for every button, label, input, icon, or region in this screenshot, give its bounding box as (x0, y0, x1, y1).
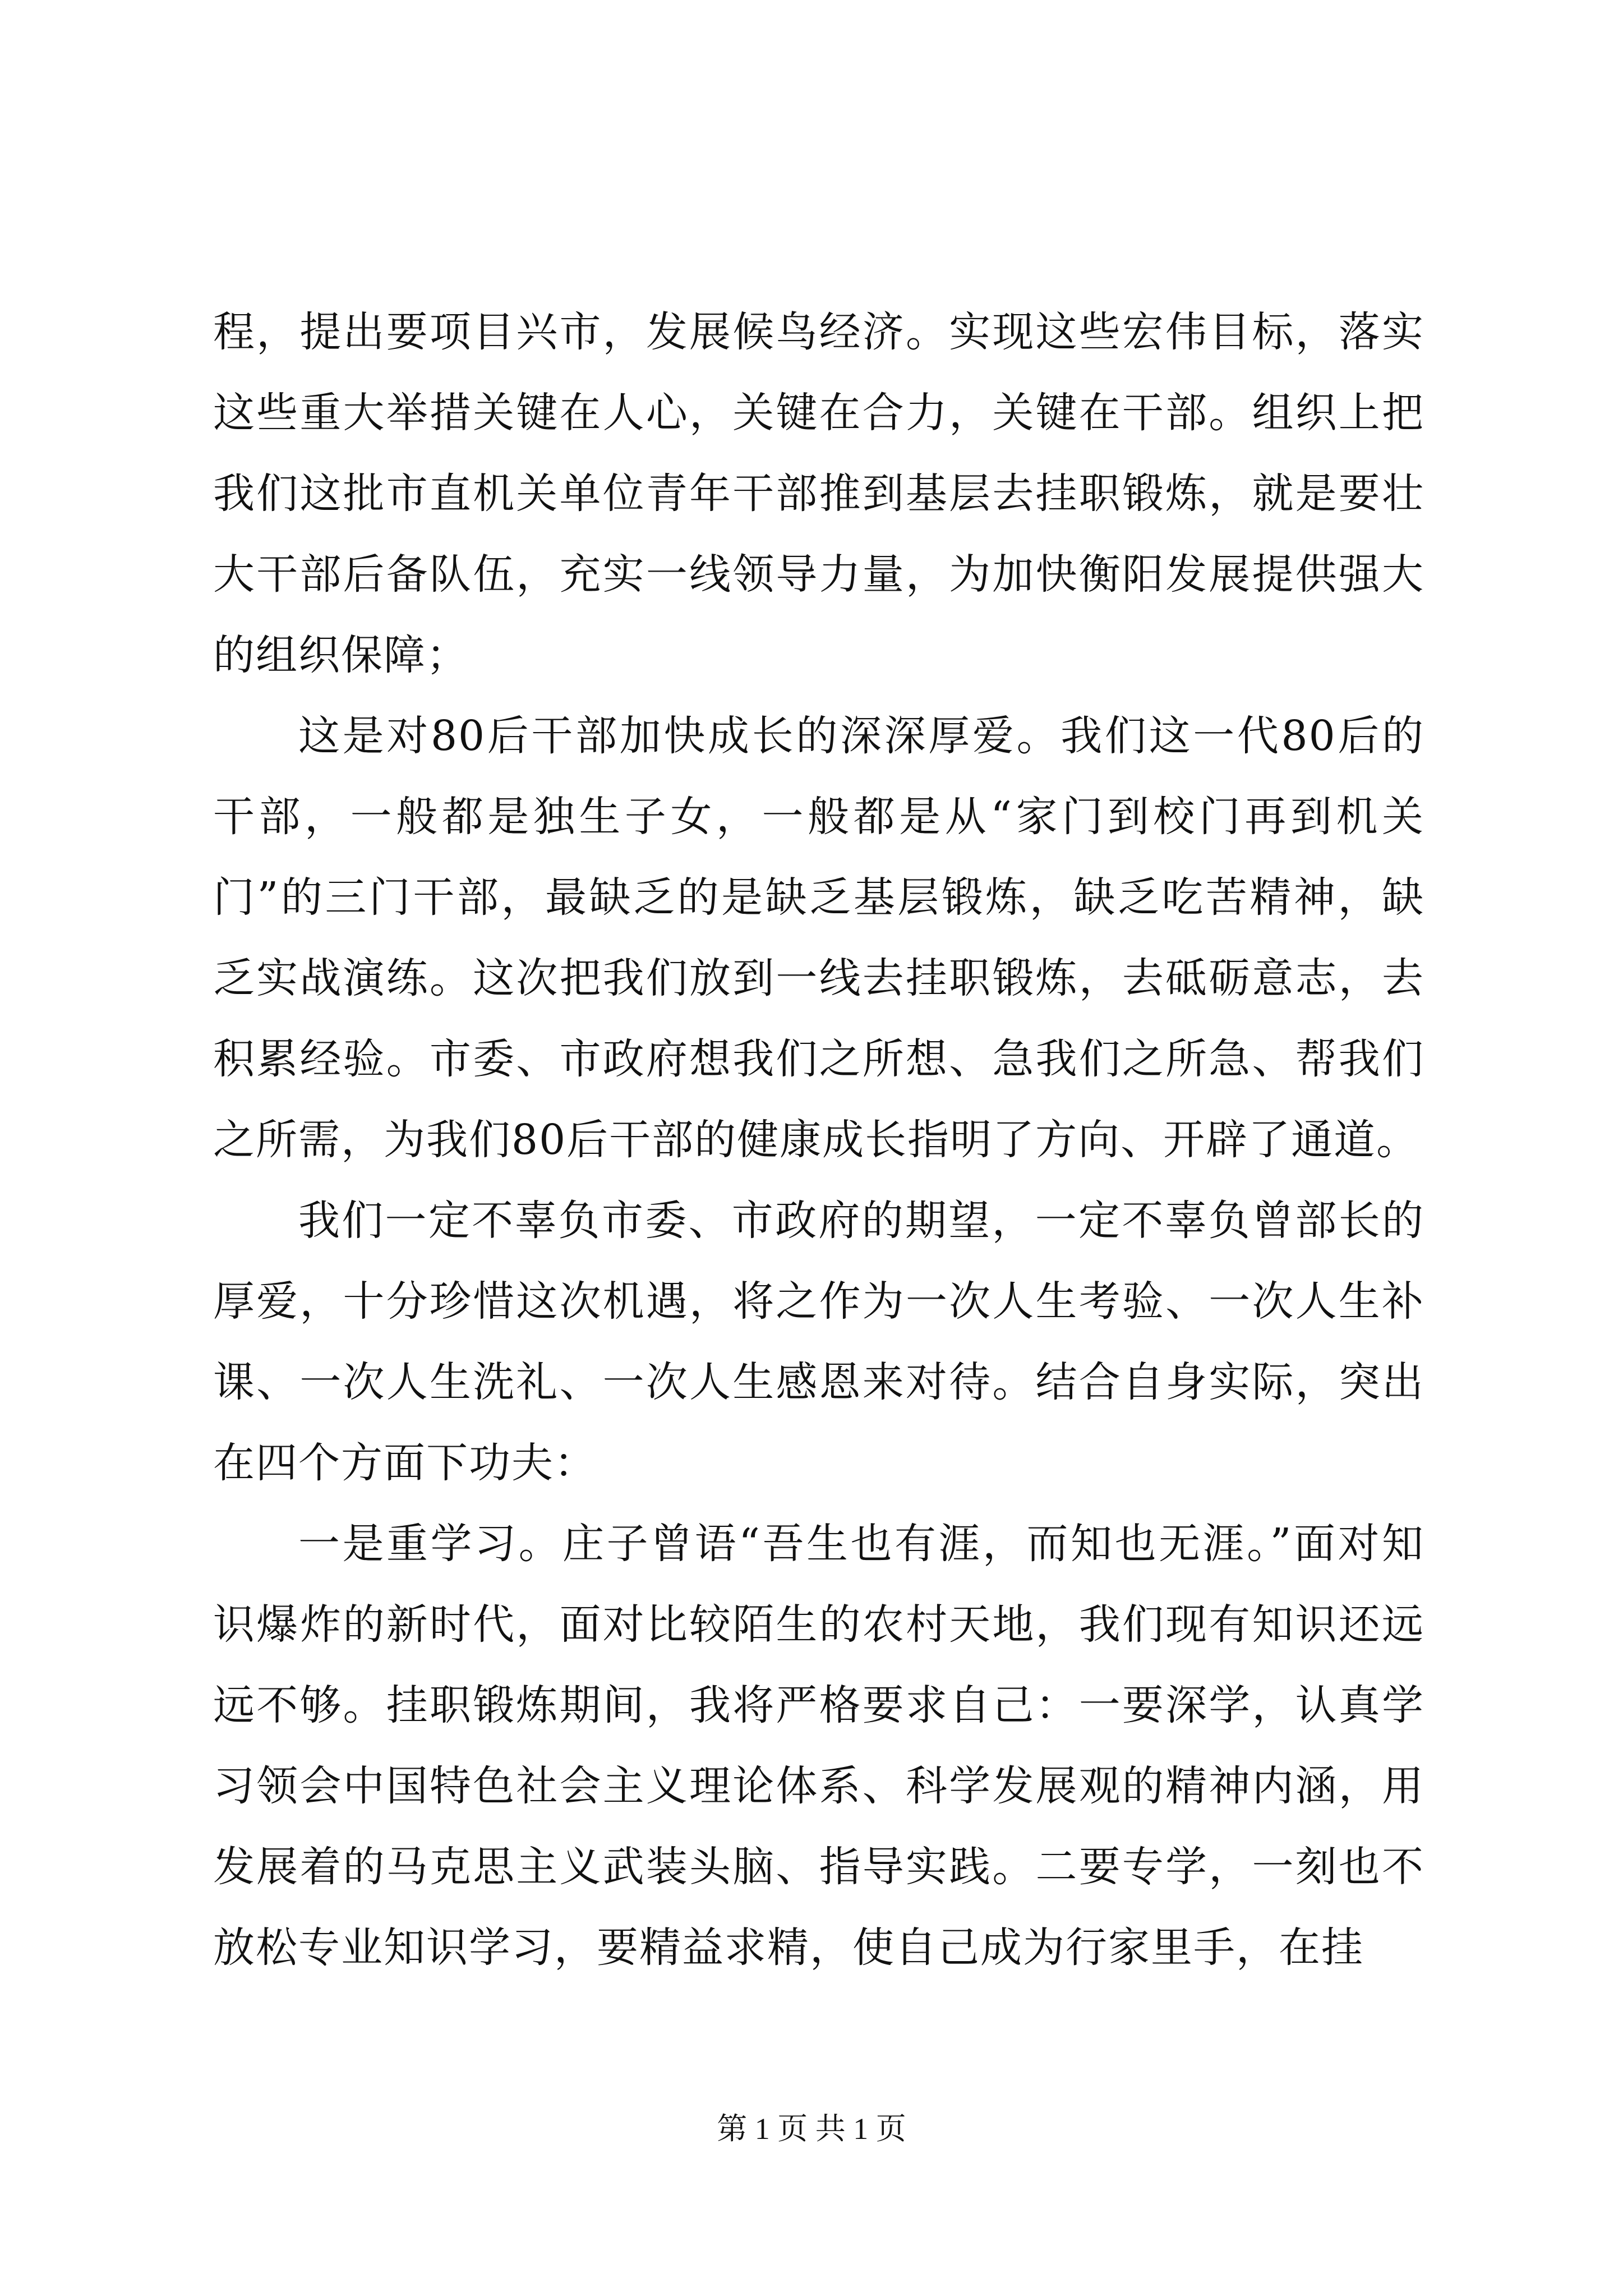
paragraph: 一是重学习。庄子曾语“吾生也有涯，而知也无涯。”面对知识爆炸的新时代，面对比较陌生的农村天地，我们现有知识还远远不够。挂职锻炼期间，我将严格要求自己：一要深学，认真学习领会中国特色社会主义理论体系、科学发展观的精神内涵，用发展着的马克思主义武装头脑、指导实践。二要专学，一刻也不放松专业知识学习，要精益求精，使自己成为行家里手，在挂 (213, 1520, 1424, 1972)
page-number-footer: 第 1 页 共 1 页 (717, 2112, 906, 2146)
document-body (213, 292, 1424, 1988)
paragraph: 这是对80后干部加快成长的深深厚爱。我们这一代80后的干部，一般都是独生子女，一般都是从“家门到校门再到机关门”的三门干部，最缺乏的是缺乏基层锻炼，缺乏吃苦精神，缺乏实战演练。这次把我们放到一线去挂职锻炼，去砥砺意志，去积累经验。市委、市政府想我们之所想、急我们之所急、帮我们之所需，为我们80后干部的健康成长指明了方向、开辟了通道。 (213, 712, 1424, 1164)
paragraph: 我们一定不辜负市委、市政府的期望，一定不辜负曾部长的厚爱，十分珍惜这次机遇，将之作为一次人生考验、一次人生补课、一次人生洗礼、一次人生感恩来对待。结合自身实际，突出在四个方面下功夫： (213, 1197, 1424, 1487)
paragraph-continued: 程，提出要项目兴市，发展候鸟经济。实现这些宏伟目标，落实这些重大举措关键在人心，关键在合力，关键在干部。组织上把我们这批市直机关单位青年干部推到基层去挂职锻炼，就是要壮大干部后备队伍，充实一线领导力量，为加快衡阳发展提供强大的组织保障； (213, 308, 1424, 679)
